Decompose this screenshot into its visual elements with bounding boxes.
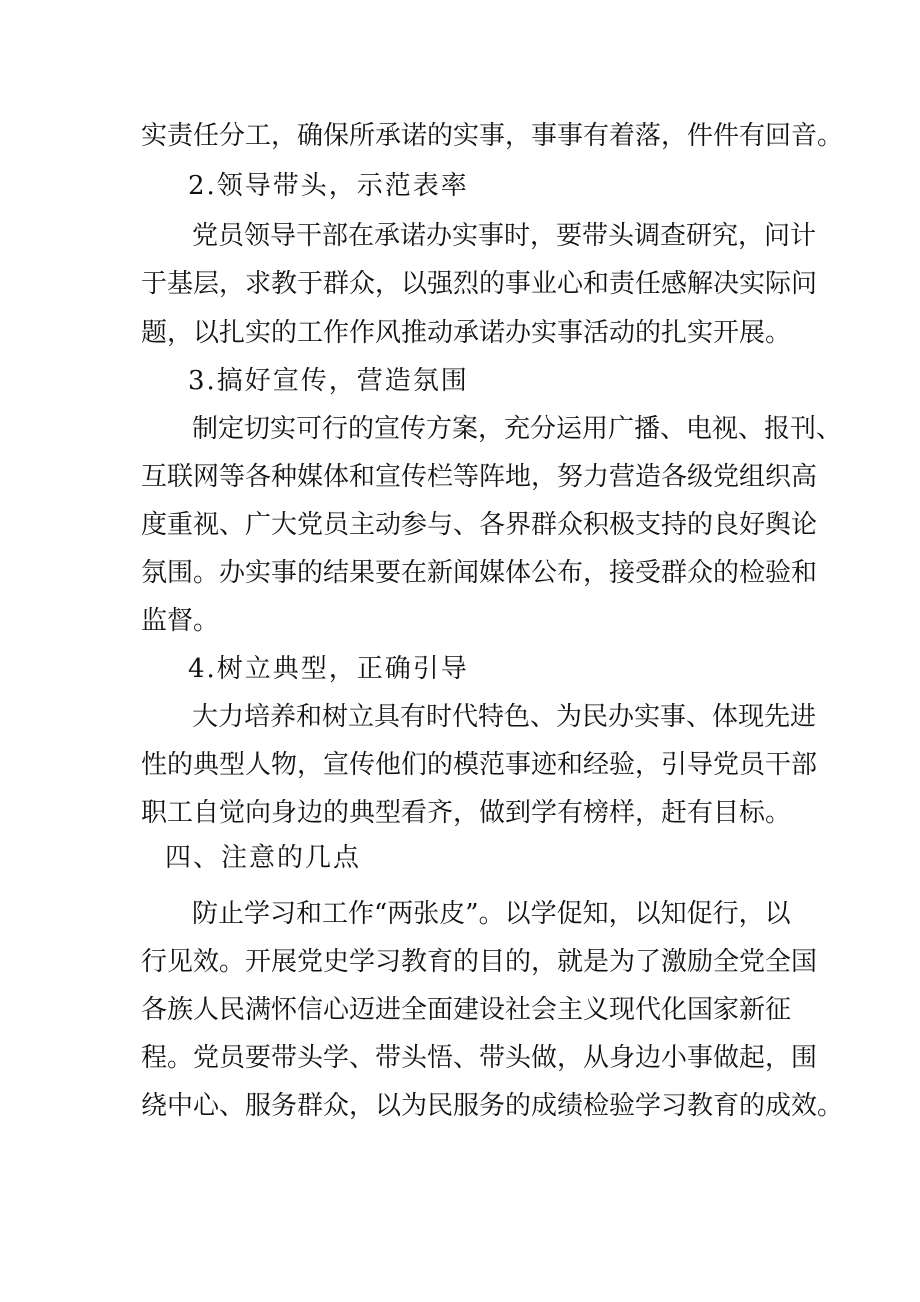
paragraph-line: 监督。	[141, 606, 220, 636]
paragraph-line: 程。党员要带头学、带头悟、带头做，从身边小事做起，围	[141, 1043, 818, 1073]
paragraph-line: 题，以扎实的工作作风推动承诺办实事活动的扎实开展。	[141, 318, 792, 348]
paragraph-line: 各族人民满怀信心迈进全面建设社会主义现代化国家新征	[141, 995, 792, 1025]
paragraph-line: 氛围。办实事的结果要在新闻媒体公布，接受群众的检验和	[141, 558, 818, 588]
item-heading-3: 3.搞好宣传，营造氛围	[188, 366, 469, 396]
paragraph-line: 性的典型人物，宣传他们的模范事迹和经验，引导党员干部	[141, 750, 818, 780]
paragraph-line: 度重视、广大党员主动参与、各界群众积极支持的良好舆论	[141, 510, 818, 540]
paragraph-line: 大力培养和树立具有时代特色、为民办实事、体现先进	[192, 702, 817, 732]
paragraph-line: 于基层，求教于群众，以强烈的事业心和责任感解决实际问	[141, 269, 818, 299]
item-heading-4: 4.树立典型，正确引导	[188, 654, 469, 684]
paragraph-line: 互联网等各种媒体和宣传栏等阵地，努力营造各级党组织高	[141, 462, 818, 492]
section-heading-4: 四、注意的几点	[165, 843, 362, 873]
paragraph-line: 制定切实可行的宣传方案，充分运用广播、电视、报刊、	[192, 414, 843, 444]
paragraph-line: 行见效。开展党史学习教育的目的，就是为了激励全党全国	[141, 947, 818, 977]
paragraph-line: 党员领导干部在承诺办实事时，要带头调查研究，问计	[192, 221, 817, 251]
item-heading-2: 2.领导带头，示范表率	[188, 171, 469, 201]
paragraph-line: 职工自觉向身边的典型看齐，做到学有榜样，赶有目标。	[141, 798, 792, 828]
paragraph-line: 防止学习和工作“两张皮”。以学促知，以知促行，以	[192, 899, 791, 929]
paragraph-line: 绕中心、服务群众，以为民服务的成绩检验学习教育的成效。	[141, 1091, 844, 1121]
paragraph-line: 实责任分工，确保所承诺的实事，事事有着落，件件有回音。	[141, 121, 844, 151]
